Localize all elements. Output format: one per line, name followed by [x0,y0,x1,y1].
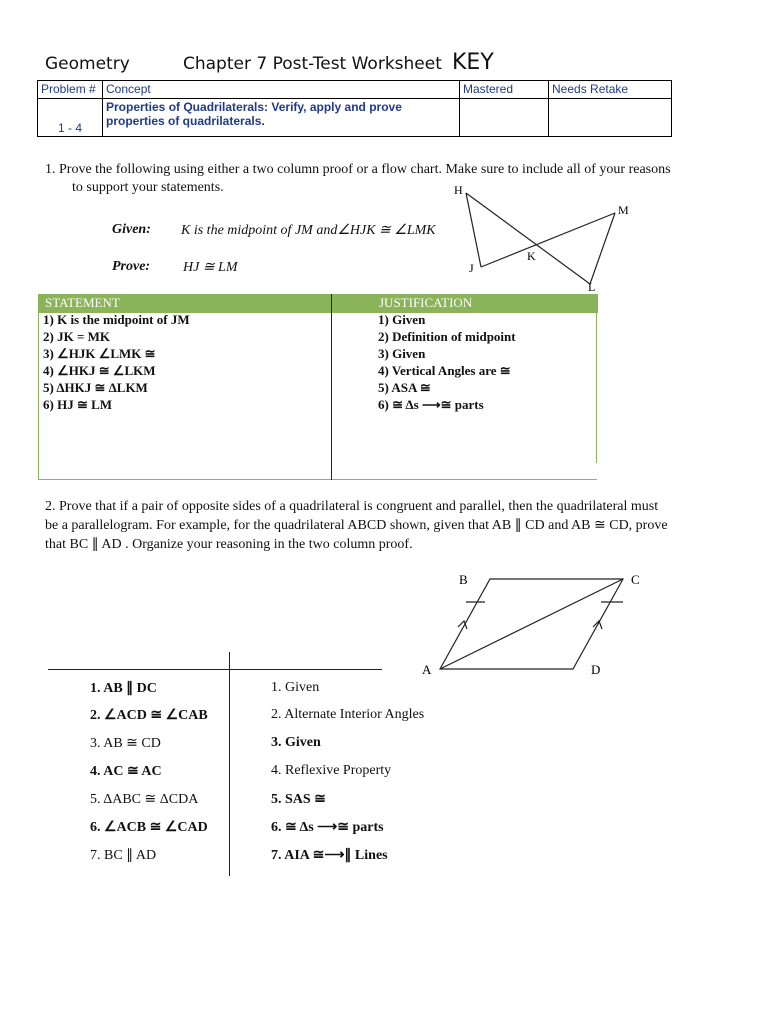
justification-1: 1) Given [378,312,426,327]
proof2-vertical-rule [229,652,230,876]
worksheet-title: Chapter 7 Post-Test Worksheet [183,54,442,74]
q2-instruction-line1: 2. Prove that if a pair of opposite sides of a quadrilateral is congruent and parallel, then the quadrilateral must [45,499,659,514]
q1-instruction-line1: 1. Prove the following using either a two column proof or a flow chart. Make sure to include all of your reasons [45,162,671,177]
p2-reason-4: 4. Reflexive Property [271,763,392,778]
col-problem: Problem # [38,81,103,99]
label-b: B [459,572,468,587]
p2-statement-5: 5. ΔABC ≅ ΔCDA [90,792,199,807]
p2-statement-2: 2. ∠ACD ≅ ∠CAB [90,708,208,723]
statement-6: 6) HJ ≅ LM [43,397,113,412]
cell-problem: 1 - 4 [38,99,103,137]
p2-reason-5: 5. SAS ≅ [271,792,326,807]
cell-needs-retake [549,99,672,137]
statement-2: 2) JK = MK [43,329,110,344]
label-h: H [454,183,463,197]
col-needs-retake: Needs Retake [549,81,672,99]
statement-header: STATEMENT [45,295,120,310]
cell-mastered [460,99,549,137]
cell-concept: Properties of Quadrilaterals: Verify, apply and prove properties of quadrilaterals. [103,99,460,137]
key-label: KEY [452,50,494,75]
p2-reason-2: 2. Alternate Interior Angles [271,707,425,722]
p2-statement-1: 1. AB ∥ DC [90,681,157,696]
mastery-table [37,80,672,137]
p2-reason-6: 6. ≅ Δs ⟶≅ parts [271,820,384,835]
given-text: K is the midpoint of JM and∠HJK ≅ ∠LMK [181,223,436,238]
segment-ml [590,213,615,284]
proof1-table [38,294,598,480]
segment-hj [466,193,481,267]
p2-statement-4: 4. AC ≅ AC [90,764,162,779]
label-j: J [469,261,474,275]
label-d: D [591,662,601,677]
proof1-divider [331,294,332,480]
label-k: K [527,249,536,263]
p2-reason-1: 1. Given [271,680,320,695]
label-l: L [588,280,596,294]
justification-2: 2) Definition of midpoint [378,329,516,344]
justification-header: JUSTIFICATION [379,295,473,310]
statement-4: 4) ∠HKJ ≅ ∠LKM [43,363,156,378]
q1-instruction-line2: to support your statements. [72,180,224,195]
label-c: C [631,572,640,587]
prove-label: Prove: [112,259,151,274]
p2-reason-7: 7. AIA ≅⟶∥ Lines [271,848,388,863]
justification-6: 6) ≅ Δs ⟶≅ parts [378,397,484,412]
col-concept: Concept [103,81,460,99]
q2-instruction-line2: be a parallelogram. For example, for the quadrilateral ABCD shown, given that AB ∥ CD and AB ≅ CD, prove [45,518,668,533]
subject-title: Geometry [45,54,130,74]
bowtie-figure [440,176,640,296]
p2-reason-3: 3. Given [271,735,321,750]
justification-4: 4) Vertical Angles are ≅ [378,363,511,378]
statement-5: 5) ΔHKJ ≅ ΔLKM [43,380,148,395]
label-a: A [422,662,432,677]
justification-5: 5) ASA ≅ [378,380,431,395]
segment-hl [466,193,590,284]
given-label: Given: [112,222,151,237]
label-m: M [618,203,629,217]
prove-text: HJ ≅ LM [183,260,238,275]
p2-statement-3: 3. AB ≅ CD [90,736,161,751]
parallelogram-figure [410,565,650,685]
statement-3: 3) ∠HJK ∠LMK ≅ [43,346,156,361]
statement-1: 1) K is the midpoint of JM [43,312,190,327]
segment-jm [481,213,615,267]
p2-statement-6: 6. ∠ACB ≅ ∠CAD [90,820,208,835]
q2-instruction-line3: that BC ∥ AD . Organize your reasoning in the two column proof. [45,537,413,552]
col-mastered: Mastered [460,81,549,99]
proof2-horizontal-rule [48,669,382,670]
p2-statement-7: 7. BC ∥ AD [90,848,157,863]
justification-3: 3) Given [378,346,426,361]
